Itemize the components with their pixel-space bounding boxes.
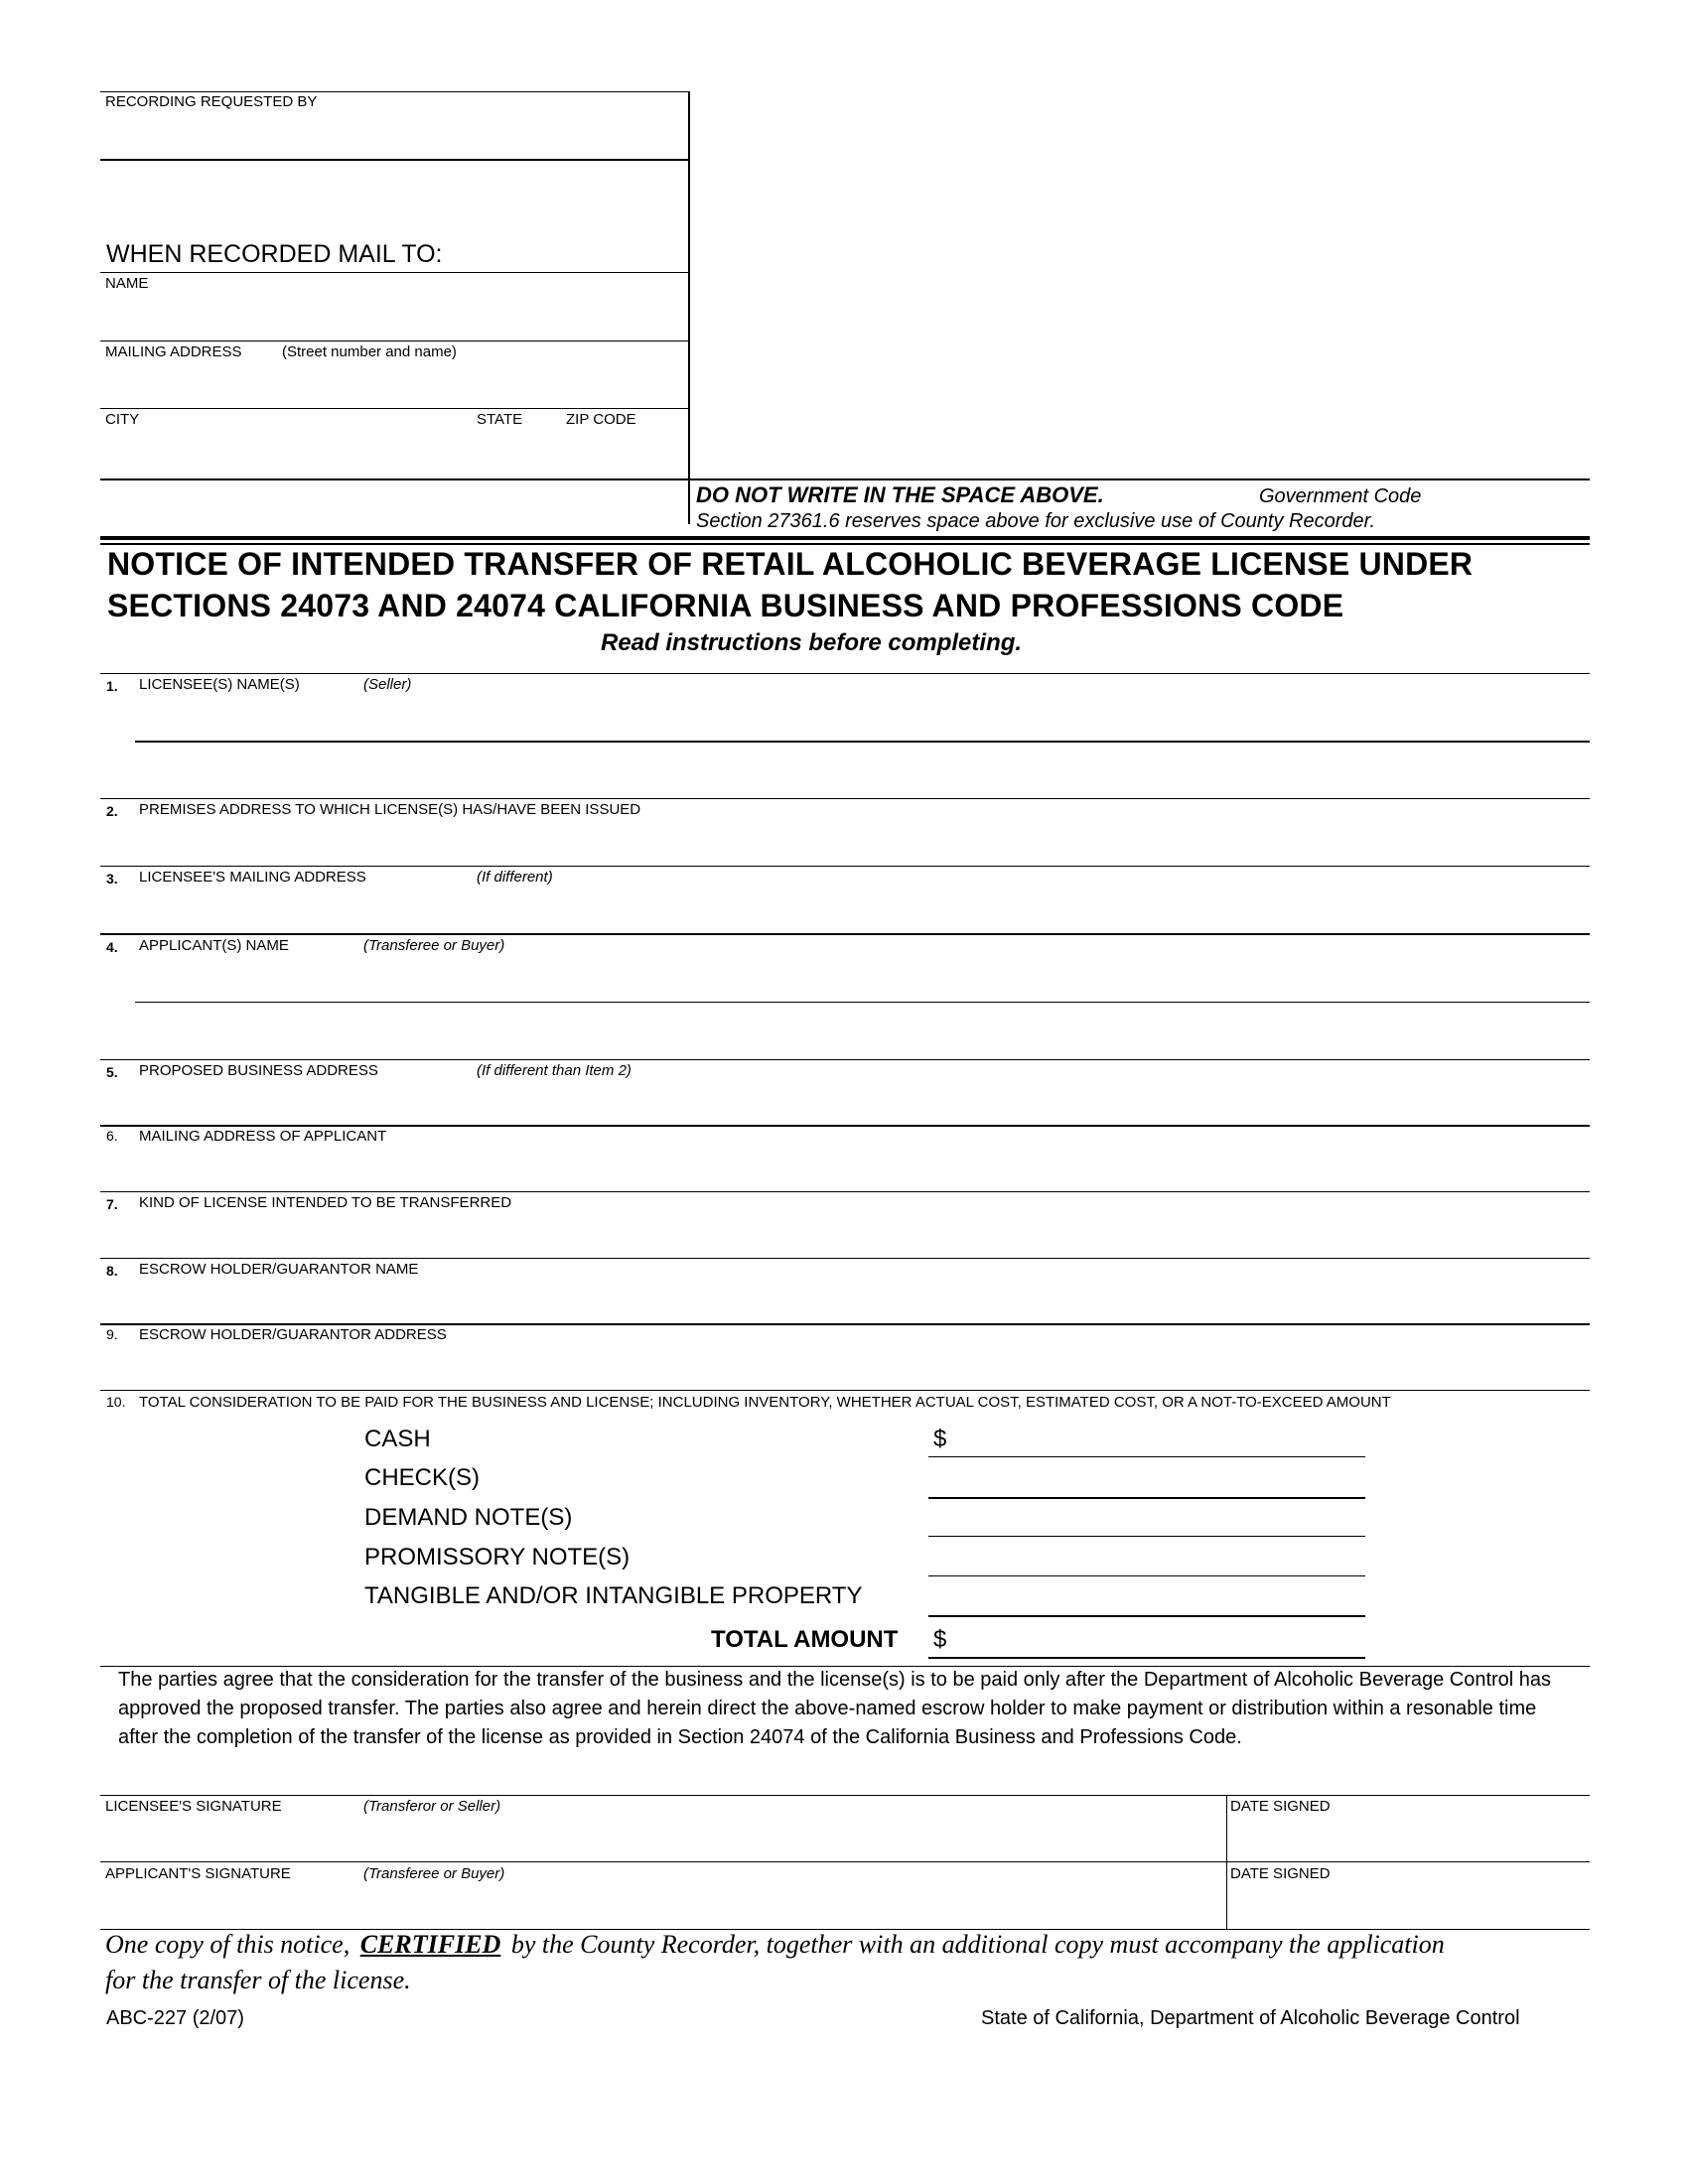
cash-amount-field[interactable] (928, 1456, 1365, 1457)
promissory-notes-label: PROMISSORY NOTE(S) (364, 1544, 631, 1570)
city-label: CITY (105, 411, 140, 428)
item-5-number: 5. (106, 1064, 118, 1080)
licensee-mailing-address-field[interactable] (100, 933, 1590, 935)
applicant-signature-label: APPLICANT'S SIGNATURE (105, 1865, 291, 1882)
name-label: NAME (105, 275, 149, 292)
item-4-number: 4. (106, 939, 118, 955)
licensee-signature-hint: (Transferor or Seller) (363, 1798, 501, 1815)
applicant-date-signed-label: DATE SIGNED (1230, 1865, 1331, 1882)
demand-notes-label: DEMAND NOTE(S) (364, 1504, 573, 1531)
item-2-label: PREMISES ADDRESS TO WHICH LICENSE(S) HAS/HAVE BEEN ISSUED (139, 801, 641, 818)
item-2-top-line (100, 798, 1590, 799)
item-6-label: MAILING ADDRESS OF APPLICANT (139, 1128, 387, 1145)
item-1-label: LICENSEE(S) NAME(S) (139, 676, 300, 693)
demand-notes-amount-field[interactable] (928, 1536, 1365, 1537)
item-7-number: 7. (106, 1196, 118, 1212)
section-note: Section 27361.6 reserves space above for exclusive use of County Recorder. (696, 510, 1376, 532)
item-1-number: 1. (106, 678, 118, 694)
when-recorded-mail-to-label: WHEN RECORDED MAIL TO: (106, 240, 443, 268)
header-divider (688, 91, 690, 524)
item-5-label: PROPOSED BUSINESS ADDRESS (139, 1062, 378, 1079)
mailing-address-field[interactable] (100, 408, 689, 409)
applicant-mailing-address-field[interactable] (100, 1191, 1590, 1192)
licensee-signature-label: LICENSEE'S SIGNATURE (105, 1798, 282, 1815)
checks-label: CHECK(S) (364, 1464, 481, 1491)
item-9-label: ESCROW HOLDER/GUARANTOR ADDRESS (139, 1326, 447, 1343)
government-code-note: Government Code (1259, 485, 1422, 507)
agreement-paragraph: The parties agree that the consideration for the transfer of the business and the license(s) is to be paid only after the Department of Alcoholic Beverage Control has approved the proposed transfer. The parties also agree and herein direct the above-named escrow holder to make payment or distribution within a resonable time after the completion of the transfer of the license as provided in Section 24074 of the California Business and Professions Code. (118, 1669, 1552, 1748)
item-1-hint: (Seller) (363, 676, 412, 693)
certified-emphasis: CERTIFIED (359, 1930, 501, 1959)
item-10-number: 10. (106, 1394, 126, 1410)
item-5-top-line (100, 1059, 1590, 1060)
item-7-label: KIND OF LICENSE INTENDED TO BE TRANSFERRED (139, 1194, 512, 1211)
title-rule-bottom (100, 543, 1590, 545)
applicant-signature-hint: (Transferee or Buyer) (363, 1865, 505, 1882)
item-2-number: 2. (106, 803, 118, 819)
property-label: TANGIBLE AND/OR INTANGIBLE PROPERTY (364, 1582, 863, 1609)
item-1-top-line (100, 673, 1590, 674)
do-not-write-notice: DO NOT WRITE IN THE SPACE ABOVE. (696, 482, 1104, 507)
total-dollar-sign: $ (933, 1626, 947, 1653)
footer-note-after: by the County Recorder, together with an additional copy must accompany the application (510, 1930, 1445, 1959)
total-amount-label: TOTAL AMOUNT (711, 1626, 899, 1653)
total-amount-field[interactable] (928, 1657, 1365, 1659)
item-6-number: 6. (106, 1128, 118, 1144)
cash-label: CASH (364, 1426, 431, 1452)
item-4-hint: (Transferee or Buyer) (363, 937, 505, 954)
property-amount-field[interactable] (928, 1615, 1365, 1617)
premises-address-field[interactable] (100, 866, 1590, 867)
footer-note-before: One copy of this notice, (105, 1930, 351, 1959)
licensee-name-field[interactable] (135, 741, 1590, 743)
item-9-number: 9. (106, 1326, 118, 1342)
item-8-label: ESCROW HOLDER/GUARANTOR NAME (139, 1261, 419, 1278)
item-4-label: APPLICANT(S) NAME (139, 937, 289, 954)
mail-to-line (100, 272, 689, 273)
mailing-address-hint: (Street number and name) (282, 343, 457, 360)
cash-dollar-sign: $ (933, 1426, 947, 1452)
city-field[interactable] (100, 478, 1590, 480)
form-number: ABC-227 (2/07) (106, 2007, 244, 2029)
footer-note-line1 (105, 1930, 1445, 1960)
footer-note-line2: for the transfer of the license. (105, 1966, 411, 1994)
proposed-business-address-field[interactable] (100, 1125, 1590, 1127)
state-label: STATE (477, 411, 523, 428)
zip-code-label: ZIP CODE (566, 411, 636, 428)
title-rule-top (100, 536, 1590, 540)
checks-amount-field[interactable] (928, 1497, 1365, 1499)
item-10-label: TOTAL CONSIDERATION TO BE PAID FOR THE BUSINESS AND LICENSE; INCLUDING INVENTORY, WHETHER ACTUAL COST, ESTIMATED COST, OR A NOT-TO-EXCEED AMOUNT (139, 1394, 1391, 1411)
item-3-label: LICENSEE'S MAILING ADDRESS (139, 869, 366, 886)
escrow-address-field[interactable] (100, 1390, 1590, 1391)
form-title-line1: NOTICE OF INTENDED TRANSFER OF RETAIL ALCOHOLIC BEVERAGE LICENSE UNDER (107, 546, 1474, 582)
mailing-address-label: MAILING ADDRESS (105, 343, 242, 360)
header-top-line (100, 91, 689, 92)
agency-name: State of California, Department of Alcoholic Beverage Control (981, 2007, 1520, 2029)
license-kind-field[interactable] (100, 1258, 1590, 1259)
instructions-note: Read instructions before completing. (601, 629, 1023, 656)
form-title-line2: SECTIONS 24073 AND 24074 CALIFORNIA BUSINESS AND PROFESSIONS CODE (107, 588, 1344, 623)
item-5-hint: (If different than Item 2) (477, 1062, 632, 1079)
recording-requested-by-label: RECORDING REQUESTED BY (105, 93, 318, 110)
licensee-date-signed-label: DATE SIGNED (1230, 1798, 1331, 1815)
signature-top-line (100, 1795, 1590, 1796)
item-3-number: 3. (106, 871, 118, 887)
promissory-notes-amount-field[interactable] (928, 1575, 1365, 1576)
applicant-name-field[interactable] (135, 1002, 1590, 1003)
item-8-number: 8. (106, 1263, 118, 1279)
item-3-hint: (If different) (477, 869, 553, 886)
recording-requested-by-field[interactable] (100, 159, 689, 161)
licensee-signature-field[interactable] (100, 1861, 1590, 1862)
escrow-name-field[interactable] (100, 1323, 1590, 1325)
